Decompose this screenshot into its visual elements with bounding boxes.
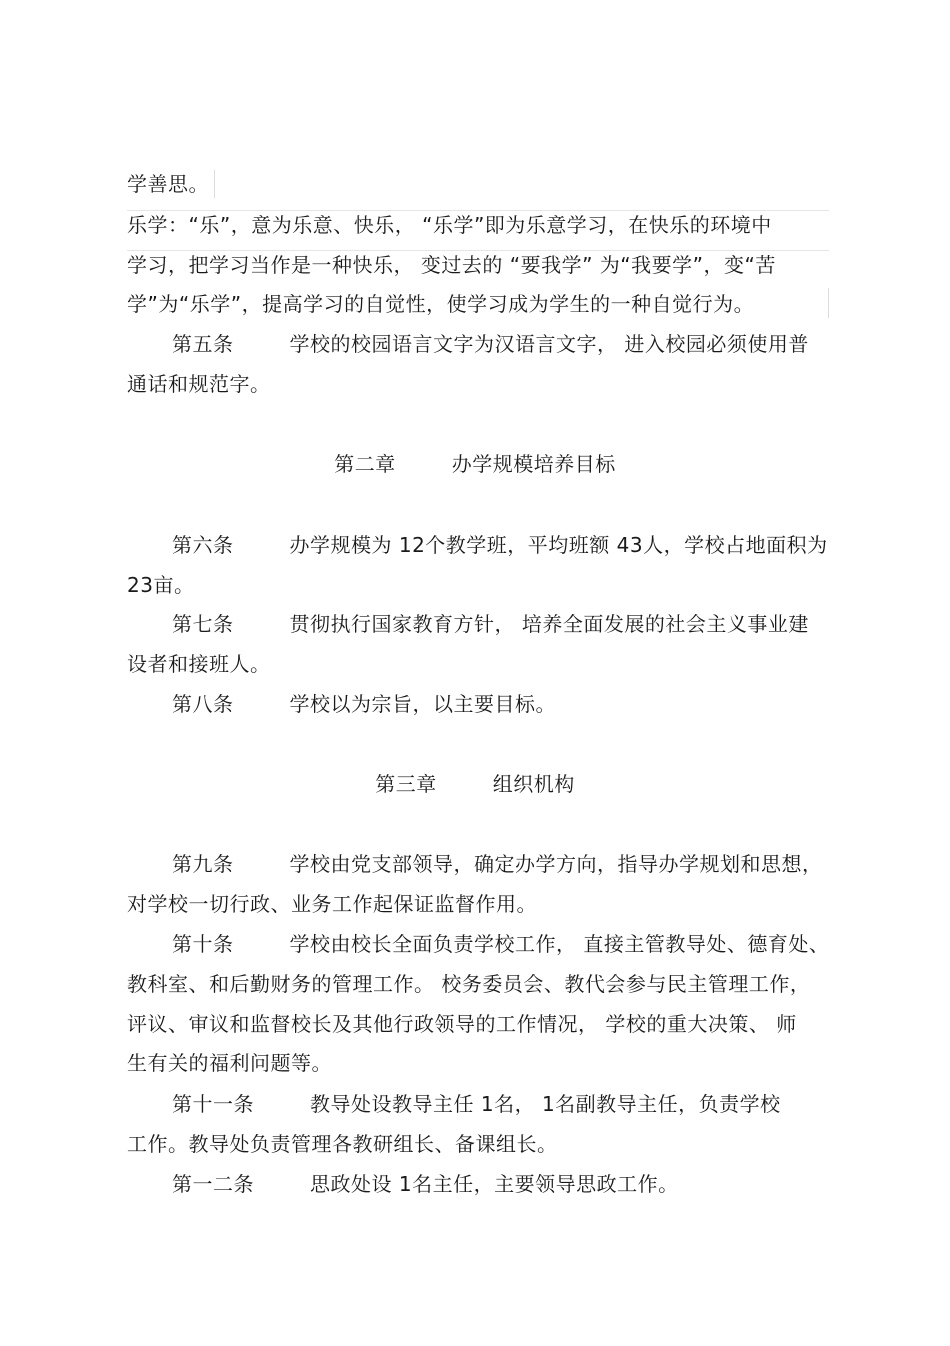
article-text: 学校以为宗旨，以主要目标。 [289,692,556,716]
text-line: 乐学：“乐”，意为乐意、快乐， “乐学”即为乐意学习，在快乐的环境中 [127,213,772,237]
article-6 [172,532,828,558]
article-10 [172,931,829,957]
article-text: 贯彻执行国家教育方针， 培养全面发展的社会主义事业建 [289,612,809,636]
article-8 [172,691,556,717]
text-line: 生有关的福利问题等。 [127,1051,332,1075]
article-title: 第七条 [172,612,234,636]
chapter-title: 组织机构 [492,772,575,796]
text-line: 学善思。 [127,172,209,196]
text-line: 评议、审议和监督校长及其他行政领导的工作情况， 学校的重大决策、 师 [127,1012,797,1036]
article-12 [172,1171,679,1197]
table-border [828,288,829,318]
article-5 [172,331,809,357]
article-text: 思政处设 1名主任，主要领导思政工作。 [310,1172,679,1196]
article-text: 学校的校园语言文字为汉语言文字， 进入校园必须使用普 [289,332,809,356]
article-title: 第八条 [172,692,234,716]
text-line: 通话和规范字。 [127,372,271,396]
article-text: 教导处设教导主任 1名， 1名副教导主任，负责学校 [310,1092,781,1116]
text-line: 教科室、和后勤财务的管理工作。 校务委员会、教代会参与民主管理工作， [127,972,811,996]
text-line: 工作。教导处负责管理各教研组长、备课组长。 [127,1132,558,1156]
text-line: 学”为“乐学”，提高学习的自觉性，使学习成为学生的一种自觉行为。 [127,292,755,316]
article-text: 学校由校长全面负责学校工作， 直接主管教导处、德育处、 [289,932,830,956]
article-title: 第十条 [172,932,234,956]
article-text: 办学规模为 12个教学班，平均班额 43人，学校占地面积为 [289,533,828,557]
chapter-number: 第二章 [334,452,396,476]
table-border [214,170,215,198]
article-title: 第五条 [172,332,234,356]
chapter-title: 办学规模培养目标 [451,452,616,476]
chapter-heading-3 [0,771,950,797]
chapter-heading-2 [0,451,950,477]
text-line: 设者和接班人。 [127,652,271,676]
text-line: 23亩。 [127,573,195,597]
article-7 [172,611,809,637]
table-border [127,210,829,211]
text-line: 对学校一切行政、业务工作起保证监督作用。 [127,892,537,916]
chapter-number: 第三章 [375,772,437,796]
table-border [127,250,829,251]
article-text: 学校由党支部领导，确定办学方向，指导办学规划和思想， [289,852,823,876]
article-11 [172,1091,781,1117]
article-title: 第十一条 [172,1092,254,1116]
article-title: 第一二条 [172,1172,254,1196]
text-line: 学习，把学习当作是一种快乐， 变过去的 “要我学” 为“我要学”，变“苦 [127,253,776,277]
article-title: 第九条 [172,852,234,876]
article-9 [172,851,823,877]
article-title: 第六条 [172,533,234,557]
